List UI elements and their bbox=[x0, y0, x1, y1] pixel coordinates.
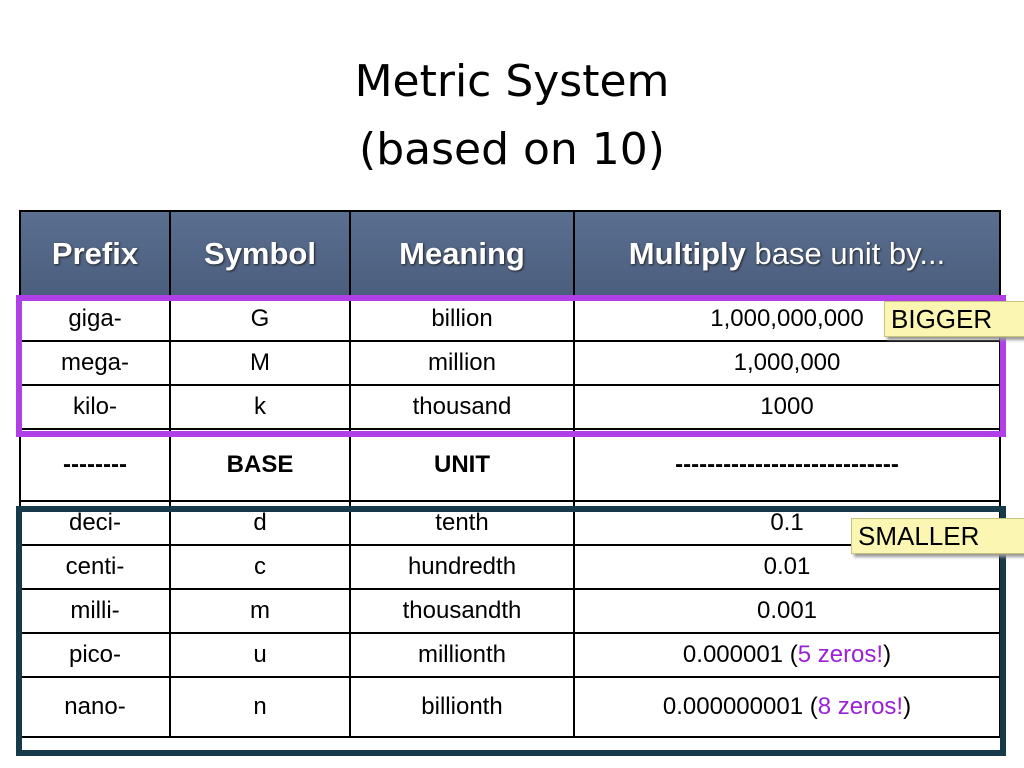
header-symbol: Symbol bbox=[170, 211, 350, 297]
cell-multiplier: 1,000,000,000 bbox=[574, 297, 1000, 341]
cell-prefix: nano- bbox=[20, 677, 170, 737]
cell-multiplier bbox=[574, 633, 1000, 677]
cell-multiplier: 1,000,000 bbox=[574, 341, 1000, 385]
title-line-2: (based on 10) bbox=[359, 124, 665, 175]
zeros-note: 8 zeros! bbox=[817, 693, 904, 720]
cell-symbol: n bbox=[170, 677, 350, 737]
cell-prefix: giga- bbox=[20, 297, 170, 341]
cell-meaning: tenth bbox=[350, 501, 574, 545]
cell-symbol: G bbox=[170, 297, 350, 341]
cell-symbol: u bbox=[170, 633, 350, 677]
cell-meaning: UNIT bbox=[350, 429, 574, 501]
table-row-mega bbox=[20, 341, 1000, 385]
cell-symbol: M bbox=[170, 341, 350, 385]
note-close: ) bbox=[883, 641, 892, 668]
cell-meaning: million bbox=[350, 341, 574, 385]
header-multiply-rest: base unit by... bbox=[745, 236, 946, 271]
table-header-row bbox=[20, 211, 1000, 297]
cell-prefix: deci- bbox=[20, 501, 170, 545]
table-row-nano bbox=[20, 677, 1000, 737]
cell-prefix: kilo- bbox=[20, 385, 170, 429]
header-prefix: Prefix bbox=[20, 211, 170, 297]
cell-prefix: mega- bbox=[20, 341, 170, 385]
multiplier-value: 0.000001 bbox=[682, 641, 784, 668]
cell-multiplier: 0.01 bbox=[574, 545, 1000, 589]
multiplier-value: 0.000000001 bbox=[662, 693, 804, 720]
cell-multiplier: 0.001 bbox=[574, 589, 1000, 633]
note-open: ( bbox=[783, 641, 798, 668]
cell-prefix: centi- bbox=[20, 545, 170, 589]
smaller-label: SMALLER bbox=[851, 518, 1024, 554]
cell-prefix: -------- bbox=[20, 429, 170, 501]
cell-meaning: millionth bbox=[350, 633, 574, 677]
cell-symbol: c bbox=[170, 545, 350, 589]
table-row-pico bbox=[20, 633, 1000, 677]
cell-symbol: BASE bbox=[170, 429, 350, 501]
cell-multiplier: ---------------------------- bbox=[574, 429, 1000, 501]
header-multiply bbox=[574, 211, 1000, 297]
table-row-milli bbox=[20, 589, 1000, 633]
bigger-label: BIGGER bbox=[884, 301, 1024, 337]
note-close: ) bbox=[903, 693, 912, 720]
cell-meaning: hundredth bbox=[350, 545, 574, 589]
cell-meaning: thousand bbox=[350, 385, 574, 429]
cell-symbol: k bbox=[170, 385, 350, 429]
cell-multiplier: 0.1 bbox=[574, 501, 1000, 545]
cell-meaning: thousandth bbox=[350, 589, 574, 633]
note-open: ( bbox=[803, 693, 818, 720]
slide-title bbox=[0, 48, 1024, 184]
cell-prefix: milli- bbox=[20, 589, 170, 633]
title-line-1: Metric System bbox=[354, 56, 670, 107]
zeros-note: 5 zeros! bbox=[797, 641, 884, 668]
cell-multiplier bbox=[574, 677, 1000, 737]
cell-meaning: billionth bbox=[350, 677, 574, 737]
header-multiply-bold: Multiply bbox=[628, 236, 746, 271]
table-row-kilo bbox=[20, 385, 1000, 429]
table-row-giga bbox=[20, 297, 1000, 341]
cell-symbol: d bbox=[170, 501, 350, 545]
header-meaning: Meaning bbox=[350, 211, 574, 297]
cell-symbol: m bbox=[170, 589, 350, 633]
cell-meaning: billion bbox=[350, 297, 574, 341]
cell-multiplier: 1000 bbox=[574, 385, 1000, 429]
metric-prefix-table bbox=[19, 210, 1001, 738]
table-row-base bbox=[20, 429, 1000, 501]
cell-prefix: pico- bbox=[20, 633, 170, 677]
